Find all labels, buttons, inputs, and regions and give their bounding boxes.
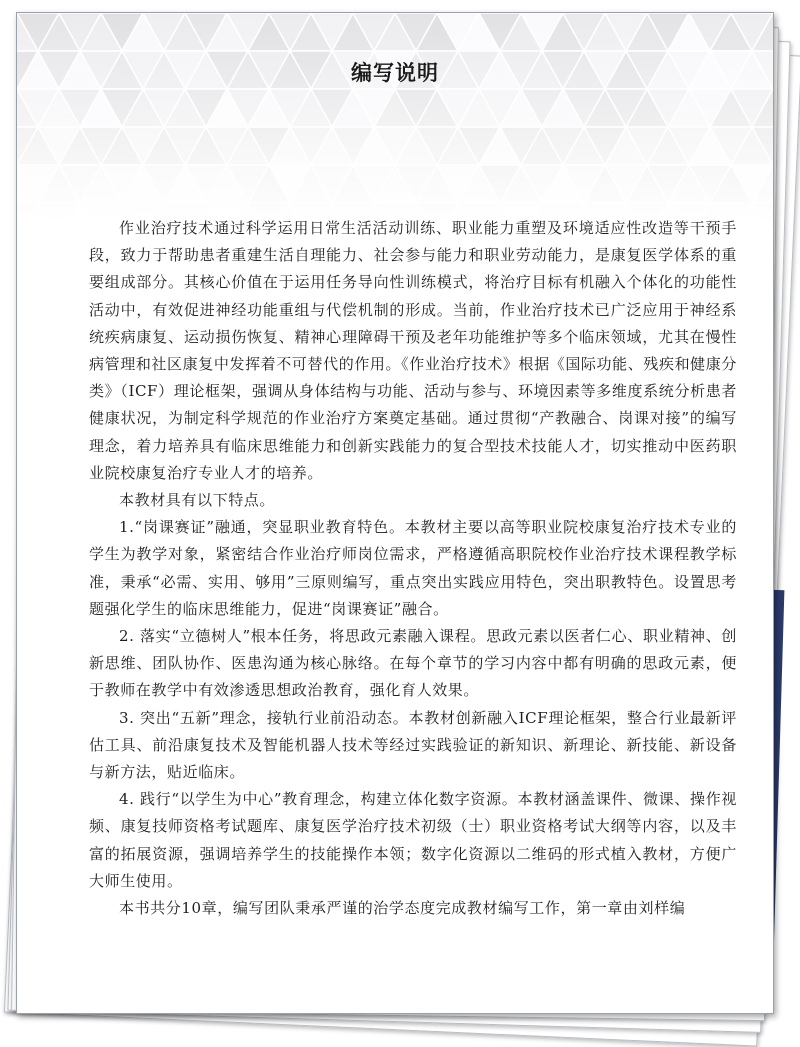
paragraph-features-lead: 本教材具有以下特点。 xyxy=(119,491,276,510)
paragraph-feature-2: 2. 落实“立德树人”根本任务，将思政元素融入课程。思政元素以医者仁心、职业精神、创新思维、团队协作、医患沟通为核心脉络。在每个章节的学习内容中都有明确的思政元素，便于教师在教学中有效渗透思想政治教育，强化育人效果。 xyxy=(89,627,737,700)
paragraph-authors: 本书共分10章，编写团队秉承严谨的治学态度完成教材编写工作，第一章由刘样编 xyxy=(119,899,686,918)
paragraph-intro: 作业治疗技术通过科学运用日常生活活动训练、职业能力重塑及环境适应性改造等干预手段，致力于帮助患者重建生活自理能力、社会参与能力和职业劳动能力，是康复医学体系的重要组成部分。其核心价值在于运用任务导向性训练模式，将治疗目标有机融入个体化的功能性活动中，有效促进神经功能重组与代偿机制的形成。当前，作业治疗技术已广泛应用于神经系统疾病康复、运动损伤恢复、精神心理障碍干预及老年功能维护等多个临床领域，尤其在慢性病管理和社区康复中发挥着不可替代的作用。《作业治疗技术》根据《国际功能、残疾和健康分类》（ICF）理论框架，强调从身体结构与功能、活动与参与、环境因素等多维度系统分析患者健康状况，为制定科学规范的作业治疗方案奠定基础。通过贯彻“产教融合、岗课对接”的编写理念，着力培养具有临床思维能力和创新实践能力的复合型技术技能人才，切实推动中医药职业院校康复治疗专业人才的培养。 xyxy=(89,219,737,482)
document-page xyxy=(16,12,774,1014)
paragraph-feature-4: 4. 践行“以学生为中心”教育理念，构建立体化数字资源。本教材涵盖课件、微课、操作视频、康复技师资格考试题库、康复医学治疗技术初级（士）职业资格考试大纲等内容，以及丰富的拓展资源，强调培养学生的技能操作本领；数字化资源以二维码的形式植入教材，方便广大师生使用。 xyxy=(89,790,737,890)
paragraph-feature-3: 3. 突出“五新”理念，接轨行业前沿动态。本教材创新融入ICF理论框架，整合行业最新评估工具、前沿康复技术及智能机器人技术等经过实践验证的新知识、新理论、新技能、新设备与新方法，贴近临床。 xyxy=(89,708,737,782)
paragraph-feature-1: 1.“岗课赛证”融通，突显职业教育特色。本教材主要以高等职业院校康复治疗技术专业的学生为教学对象，紧密结合作业治疗师岗位需求，严格遵循高职院校作业治疗技术课程教学标准，秉承“必需、实用、够用”三原则编写，重点突出实践应用特色，突出职教特色。设置思考题强化学生的临床思维能力，促进“岗课赛证”融合。 xyxy=(89,518,737,618)
page-title: 编写说明 xyxy=(351,61,439,85)
body-text xyxy=(89,215,737,922)
header-triangle-pattern xyxy=(17,13,773,223)
